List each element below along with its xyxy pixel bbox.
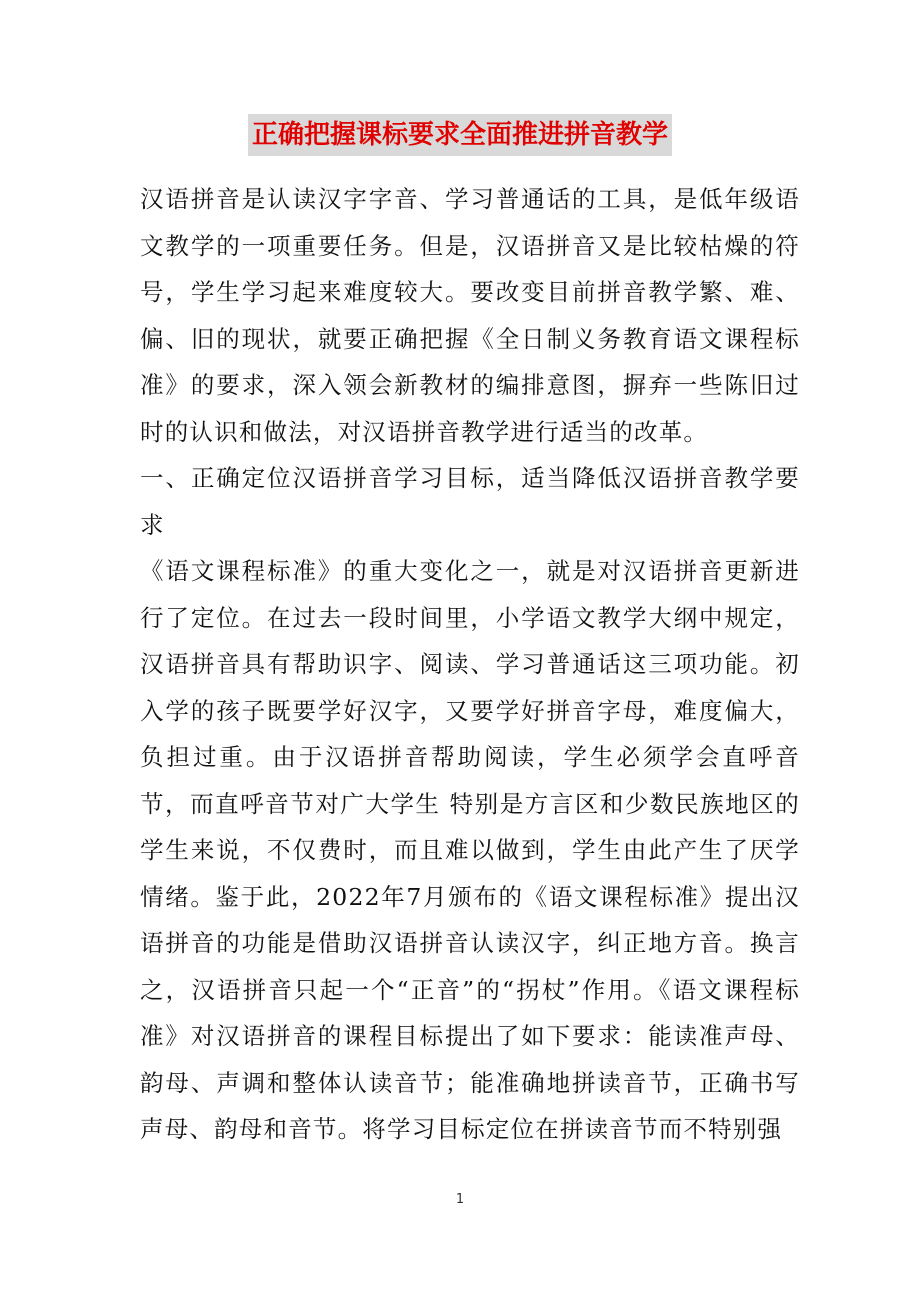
title-container <box>0 114 920 156</box>
section-heading-1: 一、正确定位汉语拼音学习目标，适当降低汉语拼音教学要求 <box>140 464 800 539</box>
paragraph-section-1: 《语文课程标准》的重大变化之一，就是对汉语拼音更新进行了定位。在过去一段时间里，小学语文教学大纲中规定，汉语拼音具有帮助识字、阅读、学习普通话这三项功能。初入学的孩子既要学好汉字，又要学好拼音字母，难度偏大，负担过重。由于汉语拼音帮助阅读，学生必须学会直呼音节，而直呼音节对广大学生 特别是方言区和少数民族地区的学生来说，不仅费时，而且难以做到，学生由此产生了厌学情绪。鉴于此，2022年7月颁布的《语文课程标准》提出汉语拼音的功能是借助汉语拼音认读汉字，纠正地方音。换言之，汉语拼音只起一个“正音”的“拐杖”作用。《语文课程标准》对汉语拼音的课程目标提出了如下要求：能读准声母、韵母、声调和整体认读音节；能准确地拼读音节，正确书写声母、韵母和音节。将学习目标定位在拼读音节而不特别强 <box>140 557 800 1143</box>
document-title: 正确把握课标要求全面推进拼音教学 <box>248 114 672 156</box>
document-body <box>140 176 800 1153</box>
paragraph-intro: 汉语拼音是认读汉字字音、学习普通话的工具，是低年级语文教学的一项重要任务。但是，汉语拼音又是比较枯燥的符号，学生学习起来难度较大。要改变目前拼音教学繁、难、偏、旧的现状，就要正确把握《全日制义务教育语文课程标准》的要求，深入领会新教材的编排意图，摒弃一些陈旧过时的认识和做法，对汉语拼音教学进行适当的改革。 <box>140 185 800 446</box>
page-number: 1 <box>455 1192 465 1207</box>
